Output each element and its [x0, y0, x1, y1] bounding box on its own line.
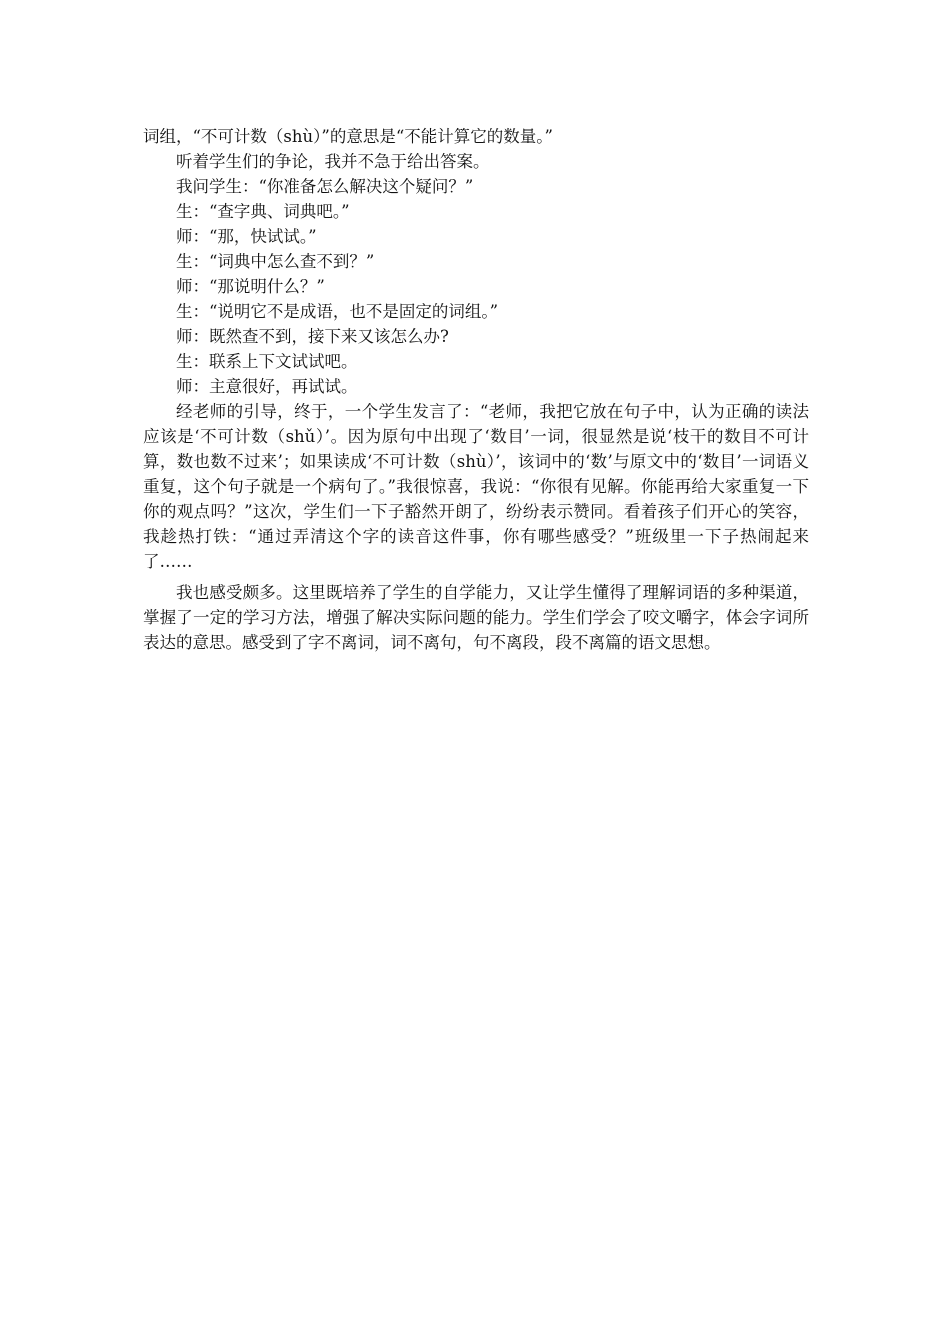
paragraph-teacher-question: 我问学生：“你准备怎么解决这个疑问？”	[176, 177, 474, 196]
dialogue-line: 师：“那说明什么？”	[176, 277, 325, 296]
paragraph-narration: 听着学生们的争论，我并不急于给出答案。	[176, 152, 490, 171]
dialogue-line: 师：既然查不到，接下来又该怎么办?	[176, 327, 449, 346]
dialogue-line: 生：联系上下文试试吧。	[176, 352, 358, 371]
paragraph-reflection: 我也感受颇多。这里既培养了学生的自学能力，又让学生懂得了理解词语的多种渠道，掌握了一定的学习方法，增强了解决实际问题的能力。学生们学会了咬文嚼字，体会字词所表达的意思。感受到了字不离词，词不离句，句不离段，段不离篇的语文思想。	[143, 583, 809, 652]
dialogue-line: 生：“词典中怎么查不到？”	[176, 252, 375, 271]
paragraph-student-answer: 经老师的引导，终于，一个学生发言了：“老师，我把它放在句子中，认为正确的读法应该是‘不可计数（shǔ）’。因为原句中出现了‘数目’一词，很显然是说‘枝干的数目不可计算，数也数不过来’；如果读成‘不可计数（shù）’，该词中的‘数’与原文中的‘数目’一词语义重复，这个句子就是一个病句了。”我很惊喜，我说：“你很有见解。你能再给大家重复一下你的观点吗？”这次，学生们一下子豁然开朗了，纷纷表示赞同。看着孩子们开心的笑容，我趁热打铁：“通过弄清这个字的读音这件事，你有哪些感受？”班级里一下子热闹起来了……	[143, 402, 809, 571]
dialogue-line: 生：“查字典、词典吧。”	[176, 202, 350, 221]
paragraph-continuation: 词组，“不可计数（shù）”的意思是“不能计算它的数量。”	[143, 127, 553, 146]
dialogue-line: 生：“说明它不是成语，也不是固定的词组。”	[176, 302, 499, 321]
dialogue-line: 师：“那，快试试。”	[176, 227, 317, 246]
body-text	[143, 124, 809, 655]
dialogue-line: 师：主意很好，再试试。	[176, 377, 358, 396]
